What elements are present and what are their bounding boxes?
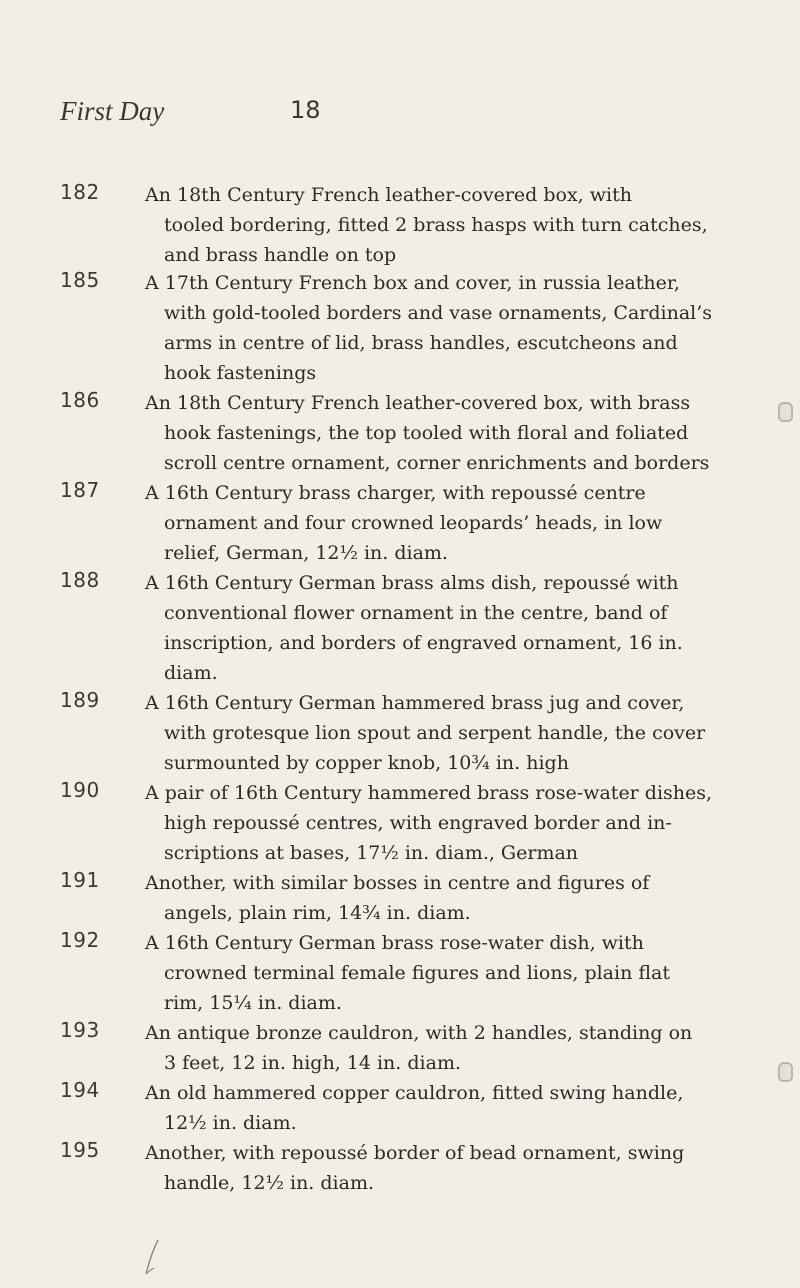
binding-hole-icon <box>778 402 793 422</box>
lot-number: 194 <box>60 1078 100 1102</box>
lot-line: high repoussé centres, with engraved border and in- <box>164 812 672 834</box>
lot-description <box>145 568 760 688</box>
lot-description <box>145 778 760 868</box>
lot-line: A 16th Century German brass alms dish, repoussé with <box>145 572 679 594</box>
lot-line: hook fastenings <box>164 362 317 384</box>
page-header <box>60 96 760 136</box>
lot-number: 188 <box>60 568 100 592</box>
lot-line: with grotesque lion spout and serpent handle, the cover <box>164 722 706 744</box>
lot-line: hook fastenings, the top tooled with floral and foliated <box>164 422 689 444</box>
lot-line: An old hammered copper cauldron, fitted swing handle, <box>145 1082 684 1104</box>
lot-description <box>145 868 760 928</box>
page-number: 18 <box>290 96 321 124</box>
lot-line: handle, 12½ in. diam. <box>164 1172 375 1194</box>
lot-line: tooled bordering, fitted 2 brass hasps with turn catches, <box>164 214 708 236</box>
lot-line: scroll centre ornament, corner enrichments and borders <box>164 452 710 474</box>
lot-line: A 16th Century German brass rose-water dish, with <box>145 932 644 954</box>
lot-line: An 18th Century French leather-covered box, with brass <box>145 392 691 414</box>
lot-line: and brass handle on top <box>164 244 397 266</box>
lot-line: A 16th Century brass charger, with repoussé centre <box>145 482 646 504</box>
lot-line: diam. <box>164 662 218 684</box>
lot-line: with gold-tooled borders and vase ornaments, Cardinal’s <box>164 302 713 324</box>
lot-line: Another, with similar bosses in centre and figures of <box>145 872 650 894</box>
lot-number: 185 <box>60 268 100 292</box>
lot-line: surmounted by copper knob, 10¾ in. high <box>164 752 569 774</box>
lot-line: An antique bronze cauldron, with 2 handles, standing on <box>145 1022 693 1044</box>
lot-number: 195 <box>60 1138 100 1162</box>
lot-line: inscription, and borders of engraved ornament, 16 in. <box>164 632 683 654</box>
lot-number: 186 <box>60 388 100 412</box>
lot-description <box>145 478 760 568</box>
lot-line: crowned terminal female figures and lions, plain flat <box>164 962 670 984</box>
running-title: First Day <box>60 96 165 126</box>
lot-line: 3 feet, 12 in. high, 14 in. diam. <box>164 1052 461 1074</box>
lot-line: scriptions at bases, 17½ in. diam., German <box>164 842 579 864</box>
lot-line: A 16th Century German hammered brass jug and cover, <box>145 692 685 714</box>
lot-description <box>145 268 760 388</box>
lot-line: relief, German, 12½ in. diam. <box>164 542 448 564</box>
lot-description <box>145 688 760 778</box>
lot-line: Another, with repoussé border of bead ornament, swing <box>145 1142 685 1164</box>
lot-line: angels, plain rim, 14¾ in. diam. <box>164 902 471 924</box>
pencil-mark-icon <box>140 1238 164 1278</box>
lot-line: rim, 15¼ in. diam. <box>164 992 342 1014</box>
lot-description <box>145 180 760 270</box>
lot-description <box>145 1078 760 1138</box>
lot-description <box>145 928 760 1018</box>
lot-number: 187 <box>60 478 100 502</box>
lot-line: A 17th Century French box and cover, in russia leather, <box>145 272 680 294</box>
lot-line: An 18th Century French leather-covered box, with <box>145 184 632 206</box>
binding-hole-icon <box>778 1062 793 1082</box>
lot-line: A pair of 16th Century hammered brass rose-water dishes, <box>145 782 713 804</box>
lot-description <box>145 388 760 478</box>
lot-line: 12½ in. diam. <box>164 1112 297 1134</box>
lot-line: arms in centre of lid, brass handles, escutcheons and <box>164 332 678 354</box>
lot-line: conventional flower ornament in the centre, band of <box>164 602 668 624</box>
lot-number: 190 <box>60 778 100 802</box>
lot-number: 193 <box>60 1018 100 1042</box>
lot-description <box>145 1138 760 1198</box>
lot-number: 191 <box>60 868 100 892</box>
lot-number: 189 <box>60 688 100 712</box>
lot-number: 192 <box>60 928 100 952</box>
lot-number: 182 <box>60 180 100 204</box>
lot-description <box>145 1018 760 1078</box>
lot-line: ornament and four crowned leopards’ heads, in low <box>164 512 663 534</box>
